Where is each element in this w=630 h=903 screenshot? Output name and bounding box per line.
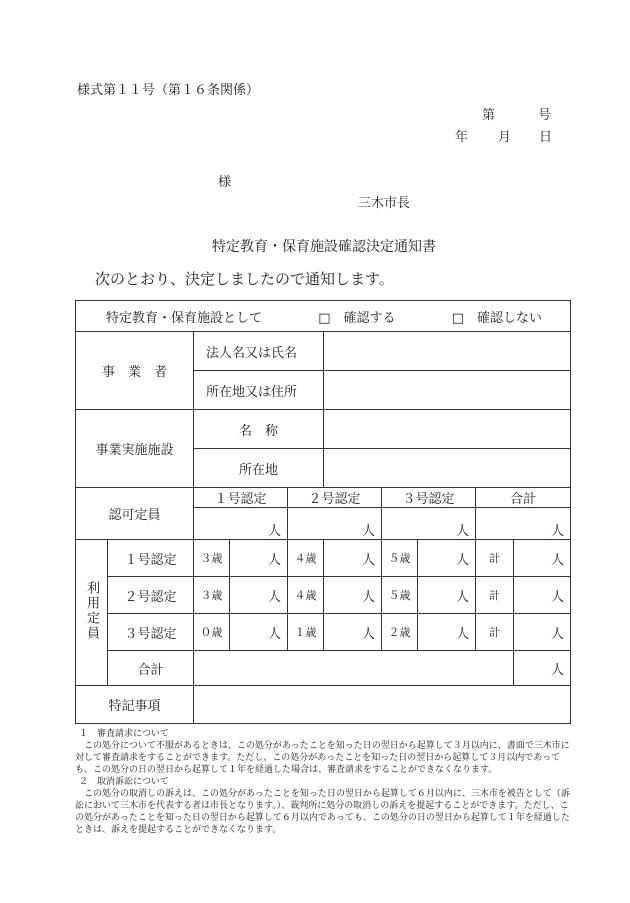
usage-row-1-total-label: 計 — [476, 540, 514, 577]
note-1-heading: １ 審査請求について — [79, 729, 169, 739]
usage-row-1-label: １号認定 — [108, 540, 194, 577]
date-month-label: 月 — [498, 130, 512, 145]
approved-capacity-label: 認可定員 — [76, 488, 194, 540]
usage-row-2-age-1: ３歳 — [194, 577, 230, 614]
operator-address-label: 所在地又は住所 — [194, 371, 324, 410]
approved-header-1: １号認定 — [194, 488, 288, 508]
usage-row-3-age-2: １歳 — [288, 614, 324, 651]
document-number-suffix: 号 — [538, 108, 552, 123]
approved-header-2: ２号認定 — [288, 488, 382, 508]
usage-sum-value[interactable]: 人 — [514, 651, 571, 686]
usage-row-2-label: ２号認定 — [108, 577, 194, 614]
usage-row-1-value-2[interactable]: 人 — [324, 540, 382, 577]
operator-name-field[interactable] — [324, 332, 571, 371]
usage-sum-blank — [194, 651, 514, 686]
usage-row-2-value-3[interactable]: 人 — [418, 577, 476, 614]
issuer-name: 三木市長 — [358, 196, 411, 211]
checkbox-not-confirm[interactable]: □ — [451, 310, 464, 326]
document-number-label: 第 — [482, 108, 496, 123]
operator-address-field[interactable] — [324, 371, 571, 410]
usage-row-1-value-1[interactable]: 人 — [230, 540, 288, 577]
facility-name-label: 名 称 — [194, 410, 324, 449]
approved-value-3[interactable]: 人 — [382, 508, 476, 540]
usage-row-1-age-3: ５歳 — [382, 540, 418, 577]
confirm-option-label: 確認する — [343, 310, 396, 326]
checkbox-confirm[interactable]: □ — [318, 310, 331, 326]
usage-row-3-label: ３号認定 — [108, 614, 194, 651]
facility-label: 事業実施施設 — [76, 410, 194, 488]
decision-table — [75, 300, 571, 724]
usage-row-3-value-1[interactable]: 人 — [230, 614, 288, 651]
usage-row-3-total-label: 計 — [476, 614, 514, 651]
decision-row — [76, 301, 571, 332]
notes-section — [75, 728, 570, 836]
decision-label: 特定教育・保育施設として — [106, 310, 263, 326]
approved-header-3: ３号認定 — [382, 488, 476, 508]
usage-row-1-total-value[interactable]: 人 — [514, 540, 571, 577]
usage-row-3-value-3[interactable]: 人 — [418, 614, 476, 651]
note-2-heading: ２ 取消訴訟について — [79, 777, 169, 787]
usage-sum-label: 合計 — [108, 651, 194, 686]
usage-row-2-age-3: ５歳 — [382, 577, 418, 614]
usage-row-2-total-value[interactable]: 人 — [514, 577, 571, 614]
note-2-body: この処分の取消しの訴えは、この処分があったことを知った日の翌日から起算して６月以内に、三木市を被告として（訴訟において三木市を代表する者は市長となります。）、裁判所に処分の取消しの訴えを提起することができます。ただし、この処分があったことを知った日の翌日から起算して６月以内であっても、この処分の日の翌日から起算して１年を経過したときは、訴えを提起することができなくなります。 — [75, 789, 570, 835]
usage-row-3-age-1: ０歳 — [194, 614, 230, 651]
addressee-suffix: 様 — [218, 175, 232, 190]
approved-header-total: 合計 — [476, 488, 571, 508]
usage-row-3-total-value[interactable]: 人 — [514, 614, 571, 651]
facility-address-label: 所在地 — [194, 449, 324, 488]
usage-capacity-label-text: 利用定員 — [84, 580, 99, 641]
usage-row-2-value-2[interactable]: 人 — [324, 577, 382, 614]
usage-capacity-label — [76, 540, 108, 686]
remarks-label: 特記事項 — [76, 686, 194, 724]
date-year-label: 年 — [455, 130, 469, 145]
date-day-label: 日 — [539, 130, 553, 145]
usage-row-3-value-2[interactable]: 人 — [324, 614, 382, 651]
remarks-field[interactable] — [194, 686, 571, 724]
usage-row-1-age-1: ３歳 — [194, 540, 230, 577]
usage-row-2-value-1[interactable]: 人 — [230, 577, 288, 614]
usage-row-3-age-3: ２歳 — [382, 614, 418, 651]
approved-value-1[interactable]: 人 — [194, 508, 288, 540]
approved-value-2[interactable]: 人 — [288, 508, 382, 540]
confirm-option[interactable] — [318, 307, 395, 326]
operator-label: 事 業 者 — [76, 332, 194, 410]
facility-name-field[interactable] — [324, 410, 571, 449]
not-confirm-option[interactable] — [452, 307, 542, 326]
usage-row-2-total-label: 計 — [476, 577, 514, 614]
usage-row-1-value-3[interactable]: 人 — [418, 540, 476, 577]
form-number: 様式第１１号（第１６条関係） — [77, 83, 260, 98]
intro-text: 次のとおり、決定しましたので通知します。 — [95, 270, 394, 288]
operator-name-label: 法人名又は氏名 — [194, 332, 324, 371]
approved-value-total[interactable]: 人 — [476, 508, 571, 540]
not-confirm-option-label: 確認しない — [477, 310, 543, 326]
usage-row-2-age-2: ４歳 — [288, 577, 324, 614]
usage-row-1-age-2: ４歳 — [288, 540, 324, 577]
document-title: 特定教育・保育施設確認決定通知書 — [212, 239, 436, 255]
facility-address-field[interactable] — [324, 449, 571, 488]
note-1-body: この処分について不服があるときは、この処分があったことを知った日の翌日から起算して３月以内に、書面で三木市に対して審査請求をすることができます。ただし、この処分があったことを知った日の翌日から起算して３月以内であっても、この処分の日の翌日から起算して１年を経過した場合は、審査請求をすることができなくなります。 — [75, 741, 570, 775]
